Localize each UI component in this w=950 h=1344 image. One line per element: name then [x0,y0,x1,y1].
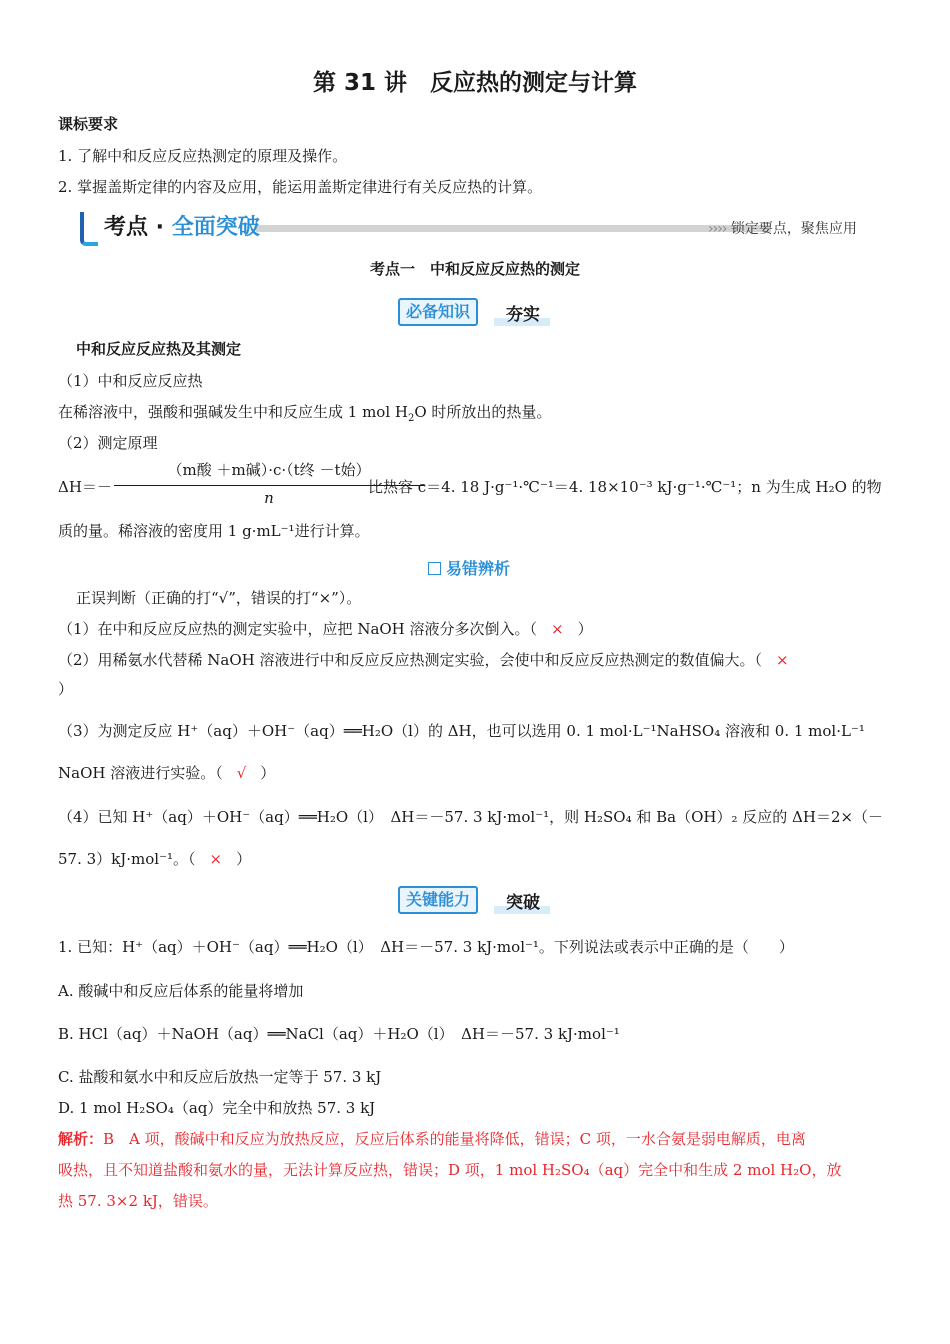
judgment-item: （4）已知 H⁺（aq）＋OH⁻（aq）══H₂O（l） ΔH＝－57. 3 kJ·mol⁻¹，则 H₂SO₄ 和 Ba（OH）₂ 反应的 ΔH＝2×（－ [58,808,884,826]
banner-label-part2: 全面突破 [171,215,260,240]
requirements-heading: 课标要求 [58,115,119,133]
section-banner [76,208,876,246]
bracket-icon [80,212,98,246]
analysis-line: 热 57. 3×2 kJ，错误。 [58,1192,218,1210]
formula-continuation: 质的量。稀溶液的密度用 1 g·mL⁻¹进行计算。 [58,522,370,540]
option-a: A. 酸碱中和反应后体系的能量将增加 [58,982,304,1000]
banner-tagline [708,218,857,238]
judgment-item: （2）用稀氨水代替稀 NaOH 溶液进行中和反应反应热测定实验，会使中和反应反应热测定的数值偏大。（ × [58,649,803,670]
judgment-item: （1）在中和反应反应热的测定实验中，应把 NaOH 溶液分多次倒入。（ × ） [58,620,593,638]
analysis-line: 解析：B A 项，酸碱中和反应为放热反应，反应后体系的能量将降低，错误；C 项，一水合氨是弱电解质，电离 [58,1130,806,1148]
option-d: D. 1 mol H₂SO₄（aq）完全中和放热 57. 3 kJ [58,1099,376,1117]
badge-key-ability [398,886,558,914]
answer-mark: × [551,620,564,638]
option-c: C. 盐酸和氨水中和反应后放热一定等于 57. 3 kJ [58,1068,382,1086]
banner-label [76,208,262,242]
banner-tagline-text: 锁定要点，聚焦应用 [730,221,857,237]
analysis-line: 吸热，且不知道盐酸和氨水的量，无法计算反应热，错误；D 项，1 mol H₂SO₄（aq）完全中和生成 2 mol H₂O，放 [58,1161,842,1179]
judgment-item: （3）为测定反应 H⁺（aq）＋OH⁻（aq）══H₂O（l）的 ΔH，也可以选用 0. 1 mol·L⁻¹NaHSO₄ 溶液和 0. 1 mol·L⁻¹ [58,722,865,740]
error-analysis-heading: 易错辨析 [428,556,510,579]
paragraph-label: （1）中和反应反应热 [58,372,203,390]
formula-denominator: n [264,489,274,507]
banner-label-part1: 考点 · [104,215,172,240]
page-title: 第 31 讲 反应热的测定与计算 [312,70,638,96]
checkbox-icon [428,562,441,575]
answer-mark: × [776,651,789,669]
badge-essential-knowledge [398,298,558,326]
paragraph-label: （2）测定原理 [58,434,158,452]
requirement-item: 1. 了解中和反应反应热测定的原理及操作。 [58,147,348,165]
formula-lhs: ΔH＝－ [58,478,112,496]
question-stem: 1. 已知：H⁺（aq）＋OH⁻（aq）══H₂O（l） ΔH＝－57. 3 kJ·mol⁻¹。下列说法或表示中正确的是（ ） [58,938,794,956]
answer-mark: √ [236,764,247,782]
banner-divider [256,225,771,232]
badge-box: 关键能力 [398,886,478,914]
definition-text: 在稀溶液中，强酸和强碱发生中和反应生成 1 mol $H_2O$ 时所放出的热量。 [58,403,552,424]
requirement-item: 2. 掌握盖斯定律的内容及应用，能运用盖斯定律进行有关反应热的计算。 [58,178,543,196]
formula-rest: 比热容 c＝4. 18 J·g⁻¹·℃⁻¹＝4. 18×10⁻³ kJ·g⁻¹·℃⁻¹；n 为生成 H₂O 的物 [368,478,882,496]
formula-numerator: （m酸 ＋m碱）·c·（t终 －t始） [167,461,371,479]
arrows-icon: ›››› [708,221,727,237]
answer-mark: × [209,850,223,868]
badge-rest: 突破 [506,893,540,913]
section-heading: 考点一 中和反应反应热的测定 [369,260,580,278]
option-b: B. HCl（aq）＋NaOH（aq）══NaCl（aq）＋H₂O（l） ΔH＝－57. 3 kJ·mol⁻¹ [58,1025,620,1043]
judgment-item-close: ） [58,680,74,698]
judgment-item-cont: NaOH 溶液进行实验。（ √ ） [58,764,276,782]
analysis-label: 解析： [58,1130,104,1148]
badge-box: 必备知识 [398,298,478,326]
formula [58,455,898,515]
subheading: 中和反应反应热及其测定 [76,340,242,358]
judgment-intro: 正误判断（正确的打“√”，错误的打“×”）。 [76,589,362,607]
badge-rest: 夯实 [506,305,540,325]
judgment-item-cont: 57. 3）kJ·mol⁻¹。（ × ） [58,850,252,868]
